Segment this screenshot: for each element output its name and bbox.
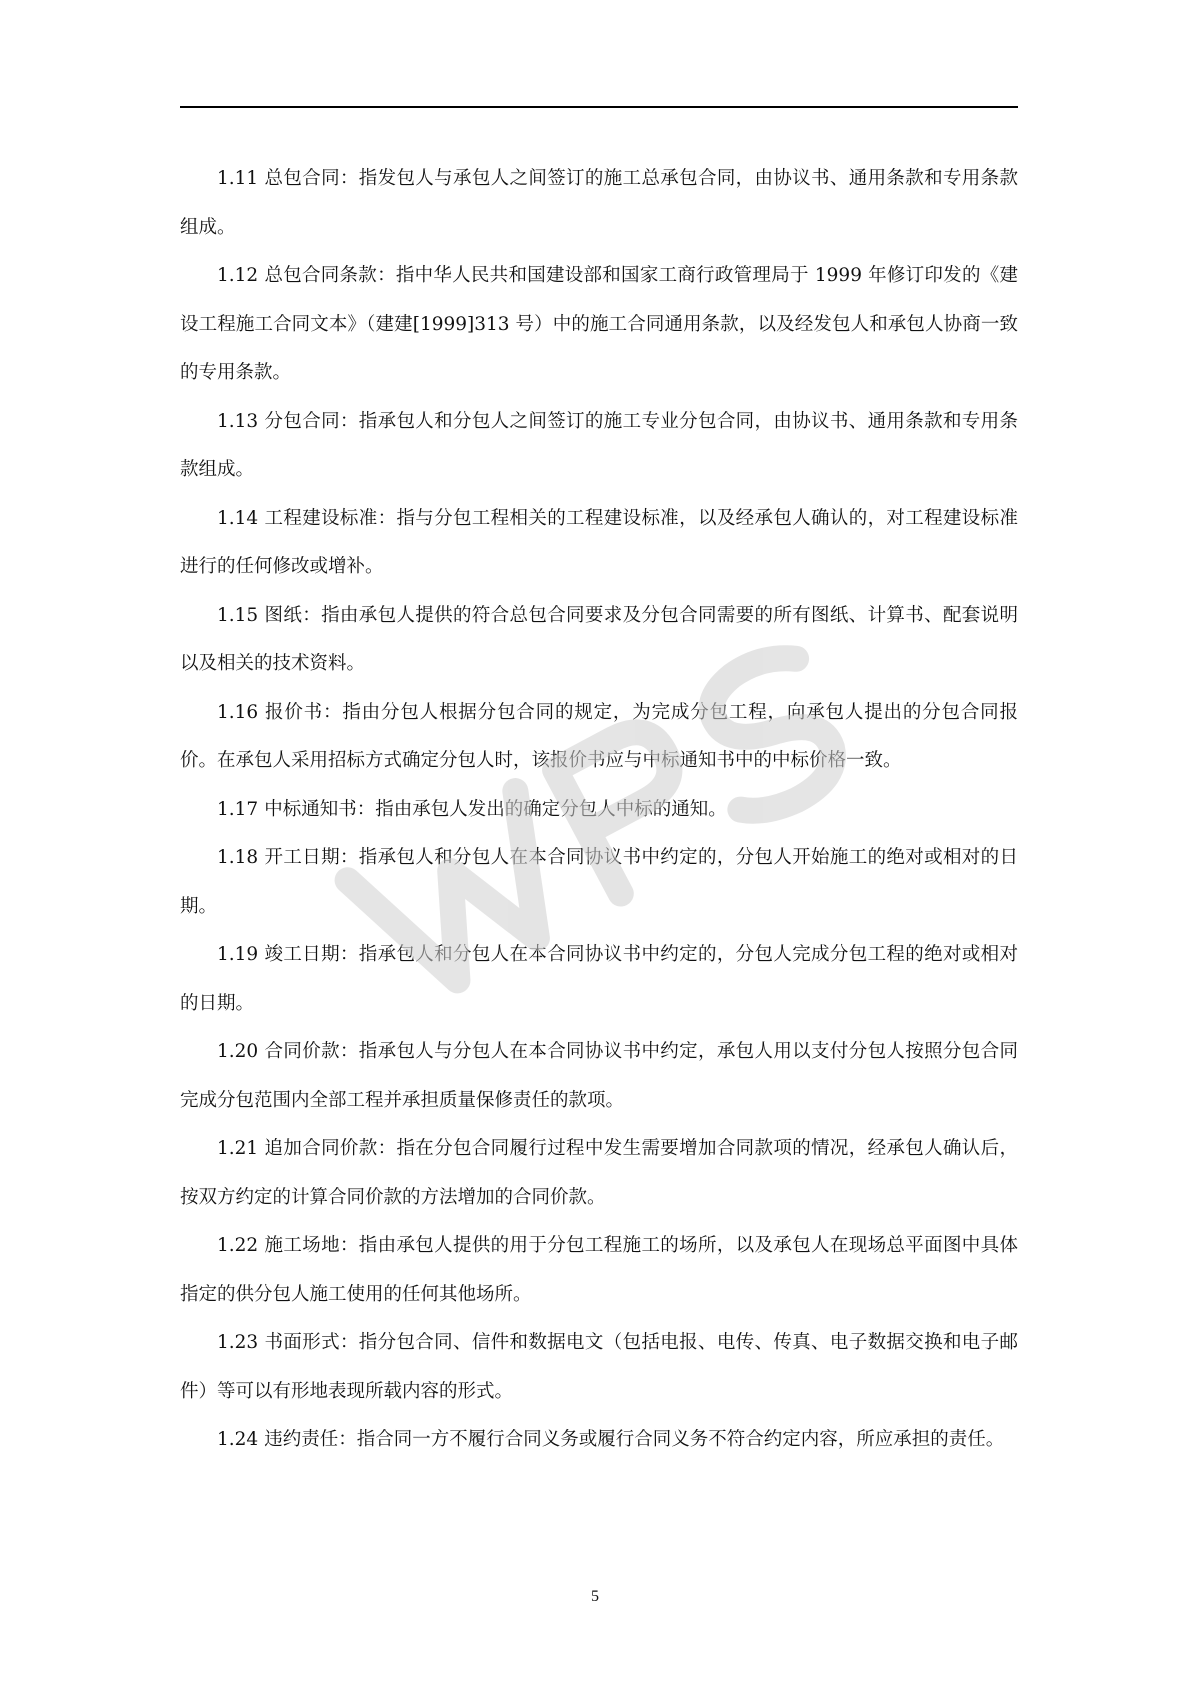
clause bbox=[180, 495, 1018, 592]
clause bbox=[180, 1028, 1018, 1125]
clause-text: 施工场地：指由承包人提供的用于分包工程施工的场所，以及承包人在现场总平面图中具体指定的供分包人施工使用的任何其他场所。 bbox=[180, 1235, 1018, 1305]
clause-number: 1.15 bbox=[217, 604, 259, 626]
clause-number: 1.20 bbox=[217, 1041, 259, 1062]
clause bbox=[180, 834, 1018, 931]
clause-text: 报价书：指由分包人根据分包合同的规定，为完成分包工程，向承包人提出的分包合同报价。在承包人采用招标方式确定分包人时，该报价书应与中标通知书中的中标价格一致。 bbox=[180, 701, 1018, 771]
clause-number: 1.19 bbox=[217, 944, 259, 965]
clause bbox=[180, 155, 1018, 252]
clause-number: 1.13 bbox=[217, 410, 259, 432]
clause-text: 追加合同价款：指在分包合同履行过程中发生需要增加合同款项的情况，经承包人确认后，按双方约定的计算合同价款的方法增加的合同价款。 bbox=[180, 1138, 1018, 1208]
clause-number: 1.22 bbox=[217, 1235, 259, 1256]
clause-number: 1.16 bbox=[217, 701, 259, 723]
clause bbox=[180, 252, 1018, 398]
clause-number: 1.14 bbox=[217, 507, 259, 529]
clause bbox=[180, 1125, 1018, 1222]
clause bbox=[180, 1416, 1018, 1465]
clause bbox=[180, 592, 1018, 689]
clause-number: 1.12 bbox=[217, 265, 259, 286]
clause-text: 中标通知书：指由承包人发出的确定分包人中标的通知。 bbox=[264, 798, 727, 820]
clause-text: 合同价款：指承包人与分包人在本合同协议书中约定，承包人用以支付分包人按照分包合同完成分包范围内全部工程并承担质量保修责任的款项。 bbox=[180, 1041, 1018, 1111]
clause-number: 1.11 bbox=[217, 168, 259, 189]
clause bbox=[180, 931, 1018, 1028]
clause bbox=[180, 1222, 1018, 1319]
clause-text: 总包合同条款：指中华人民共和国建设部和国家工商行政管理局于 1999 年修订印发的《建设工程施工合同文本》（建建[1999]313 号）中的施工合同通用条款，以及经发包人和承包人协商一致的专用条款。 bbox=[180, 265, 1018, 383]
clause bbox=[180, 689, 1018, 786]
clause bbox=[180, 786, 1018, 835]
header-rule bbox=[180, 106, 1018, 108]
clause-number: 1.17 bbox=[217, 798, 259, 820]
clause bbox=[180, 398, 1018, 495]
clause-number: 1.23 bbox=[217, 1332, 259, 1353]
clause bbox=[180, 1319, 1018, 1416]
clause-text: 书面形式：指分包合同、信件和数据电文（包括电报、电传、传真、电子数据交换和电子邮件）等可以有形地表现所载内容的形式。 bbox=[180, 1332, 1018, 1402]
clause-number: 1.24 bbox=[217, 1429, 259, 1450]
clause-number: 1.18 bbox=[217, 847, 259, 868]
page-number: 5 bbox=[591, 1588, 599, 1605]
clause-text: 总包合同：指发包人与承包人之间签订的施工总承包合同，由协议书、通用条款和专用条款组成。 bbox=[180, 168, 1018, 238]
clause-text: 违约责任：指合同一方不履行合同义务或履行合同义务不符合约定内容，所应承担的责任。 bbox=[264, 1429, 1005, 1450]
clause-text: 竣工日期：指承包人和分包人在本合同协议书中约定的，分包人完成分包工程的绝对或相对的日期。 bbox=[180, 944, 1018, 1014]
clause-text: 工程建设标准：指与分包工程相关的工程建设标准，以及经承包人确认的，对工程建设标准进行的任何修改或增补。 bbox=[180, 507, 1018, 577]
clause-text: 开工日期：指承包人和分包人在本合同协议书中约定的，分包人开始施工的绝对或相对的日期。 bbox=[180, 847, 1018, 917]
document-body bbox=[180, 155, 1018, 1465]
clause-number: 1.21 bbox=[217, 1138, 259, 1159]
clause-text: 图纸：指由承包人提供的符合总包合同要求及分包合同需要的所有图纸、计算书、配套说明以及相关的技术资料。 bbox=[180, 604, 1018, 674]
clause-text: 分包合同：指承包人和分包人之间签订的施工专业分包合同，由协议书、通用条款和专用条款组成。 bbox=[180, 410, 1018, 480]
